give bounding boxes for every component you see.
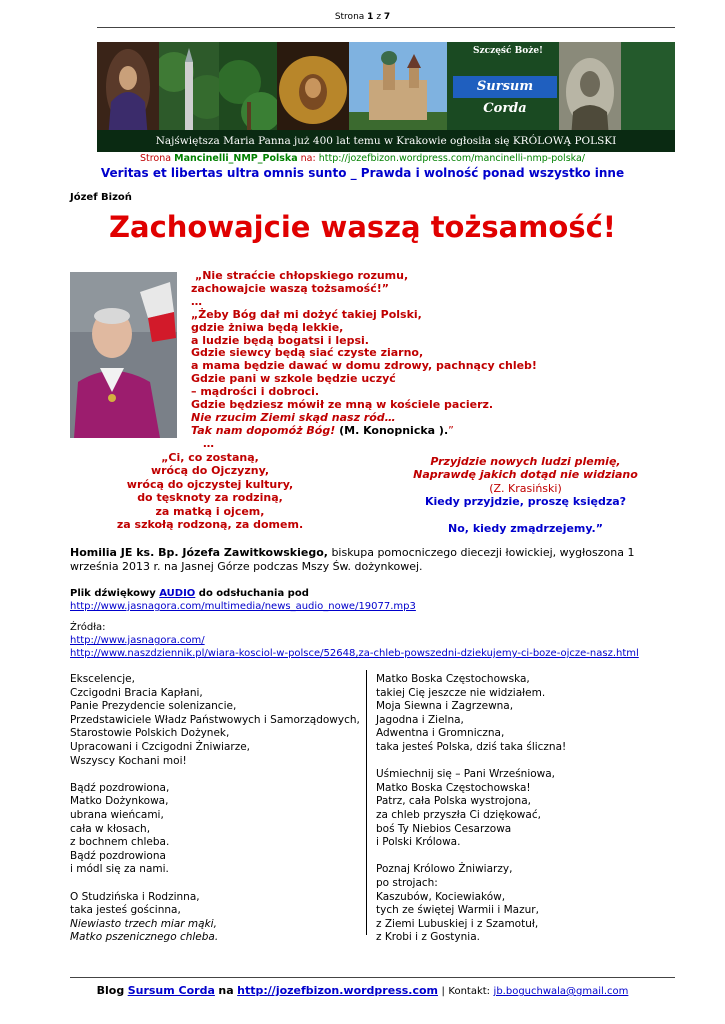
homily-left-column — [70, 673, 360, 945]
poem-line: gdzie żniwa będą lekkie, — [191, 320, 344, 334]
header-banner — [97, 42, 675, 152]
banner-caption: Najświętsza Maria Panna już 400 lat temu w Krakowie ogłosiła się KRÓLOWĄ POLSKI — [97, 130, 675, 152]
poem-line: za matką i ojcem, — [155, 504, 265, 518]
homily-line: tych ze świętej Warmii i Mazur, — [376, 904, 539, 917]
page-number-sep: z — [376, 12, 382, 22]
column-divider — [366, 670, 367, 935]
homily-intro — [70, 546, 670, 573]
homily-line: Bądź pozdrowiona — [70, 849, 166, 862]
homily-line: cała w kłosach, — [70, 822, 151, 835]
homily-line: boś Ty Niebios Cesarzowa — [376, 822, 512, 835]
homily-line: Bądź pozdrowiona, — [70, 781, 170, 794]
page-number — [0, 12, 725, 22]
homily-line: i módl się za nami. — [70, 863, 169, 876]
homily-line: Matko Dożynkowa, — [70, 795, 169, 808]
poem-line: Gdzie będziesz mówił ze mną w kościele pacierz. — [191, 398, 494, 412]
poem-line: – mądrości i dobroci. — [191, 385, 320, 399]
poem-line: Tak nam dopomóż Bóg! — [191, 423, 336, 437]
homily-line: Adwentna i Gromniczna, — [376, 727, 505, 740]
sursum-corda-logo: Sursum Corda — [453, 76, 557, 98]
footer-contact-label: Kontakt: — [448, 986, 491, 997]
homily-line: Moja Siewna i Zagrzewna, — [376, 700, 514, 713]
homily-line: ubrana wieńcami, — [70, 808, 164, 821]
poem-line: wrócą do Ojczyzny, — [150, 464, 270, 478]
header-rule — [97, 27, 675, 28]
homily-line: Przedstawiciele Władz Państwowych i Samorządowych, — [70, 713, 360, 726]
homily-line: Ekscelencje, — [70, 673, 135, 685]
homily-line: Poznaj Królowo Żniwiarzy, — [376, 863, 513, 876]
poem-line: zachowajcie waszą tożsamość!” — [191, 281, 389, 295]
poem-line: wrócą do ojczystej kultury, — [126, 477, 294, 491]
motto: Veritas et libertas ultra omnis sunto _ Prawda i wolność ponad wszystko inne — [100, 166, 625, 180]
footer-blog-url-link[interactable]: http://jozefbizon.wordpress.com — [237, 984, 439, 997]
poem-line: Gdzie siewcy będą siać czyste ziarno, — [191, 346, 424, 360]
strona-line — [0, 153, 725, 164]
homily-line: O Studzińska i Rodzinna, — [70, 890, 200, 903]
page-number-prefix: Strona — [334, 12, 365, 22]
homily-line: z Ziemi Lubuskiej i z Szamotuł, — [376, 917, 539, 930]
page-number-total: 7 — [383, 12, 391, 22]
poem-line — [398, 509, 653, 522]
bishop-photo-image — [70, 272, 177, 438]
poem-attribution: (Z. Krasiński) — [489, 481, 562, 495]
left-poem — [100, 451, 320, 531]
audio-prefix: Plik dźwiękowy — [70, 588, 160, 599]
poem-line: a ludzie będą bogatsi i lepsi. — [191, 333, 369, 347]
homily-line: po strojach: — [376, 876, 438, 889]
homily-line: Panie Prezydencie solenizancie, — [70, 700, 237, 713]
right-poem — [398, 455, 653, 535]
homily-line: Matko Boska Częstochowska, — [376, 673, 530, 685]
homily-line: Patrz, cała Polska wystrojona, — [376, 795, 531, 808]
homily-line: i Polski Królowa. — [376, 836, 461, 849]
homily-line: z Krobi i z Gostynia. — [376, 931, 480, 944]
poem-line: … — [203, 436, 214, 450]
author-name: Józef Bizoń — [70, 192, 132, 203]
poem-line: Nie rzucim Ziemi skąd nasz ród… — [191, 410, 396, 424]
poem-line: za szkołą rodzoną, za domem. — [116, 518, 304, 532]
footer — [0, 984, 725, 997]
poem-closing-quote: ” — [448, 423, 454, 437]
poem-line: do tęsknoty za rodziną, — [137, 491, 283, 505]
poem-line: No, kiedy zmądrzejemy.” — [448, 522, 603, 536]
banner-greeting: Szczęść Boże! — [473, 46, 544, 56]
homily-line: Matko Boska Częstochowska! — [376, 781, 531, 794]
poem-line: Gdzie pani w szkole będzie uczyć — [191, 372, 396, 386]
homily-intro-bold: Homilia JE ks. Bp. Józefa Zawitkowskiego, — [70, 546, 328, 559]
source-link-naszdziennik[interactable]: http://www.naszdziennik.pl/wiara-kosciol-w-polsce/52648,za-chleb-powszedni-dziekujemy-ci-boze-ojcze-nasz.html — [70, 648, 639, 659]
footer-email-link[interactable]: jb.boguchwala@gmail.com — [493, 986, 629, 997]
homily-line: Kaszubów, Kociewiaków, — [376, 890, 506, 903]
homily-right-column — [376, 673, 566, 945]
poem-line: Kiedy przyjdzie, proszę księdza? — [424, 495, 627, 509]
poem-line: Przyjdzie nowych ludzi plemię, — [430, 455, 621, 468]
poem-line: „Ci, co zostaną, — [161, 451, 259, 464]
homily-line: Uśmiechnij się – Pani Wrześniowa, — [376, 768, 556, 781]
audio-suffix: do odsłuchania pod — [195, 588, 309, 599]
homily-line: Wszyscy Kochani moi! — [70, 754, 187, 767]
poem-line: a mama będzie dawać w domu zdrowy, pachnący chleb! — [191, 359, 537, 373]
footer-separator: | — [441, 986, 445, 997]
footer-na: na — [218, 984, 234, 997]
konopnicka-poem — [191, 270, 537, 451]
poem-attribution: (M. Konopnicka ). — [335, 423, 449, 437]
homily-line: takiej Cię jeszcze nie widziałem. — [376, 686, 546, 699]
poem-line: Naprawdę jakich dotąd nie widziano — [413, 468, 638, 482]
homily-line: taka jesteś Polska, dziś taka śliczna! — [376, 740, 567, 753]
page-title: Zachowajcie waszą tożsamość! — [108, 210, 617, 244]
poem-line: „Nie straćcie chłopskiego rozumu, — [195, 269, 409, 282]
homily-line: z bochnem chleba. — [70, 836, 170, 849]
poem-line: … — [191, 294, 202, 308]
homily-line: Matko pszenicznego chleba. — [70, 931, 219, 944]
audio-link[interactable]: AUDIO — [159, 588, 196, 599]
homily-line: Niewiasto trzech miar mąki, — [70, 917, 217, 930]
page-number-current: 1 — [367, 12, 374, 22]
homily-line: taka jesteś gościnna, — [70, 904, 181, 917]
homily-line: Czcigodni Bracia Kapłani, — [70, 686, 203, 699]
homily-line: Starostowie Polskich Dożynek, — [70, 727, 230, 740]
sources-label: Źródła: — [70, 622, 106, 633]
strona-name: Mancinelli_NMP_Polska — [174, 153, 298, 164]
strona-prefix: Strona — [139, 153, 172, 164]
strona-na: na: — [300, 153, 316, 164]
poem-line: „Żeby Bóg dał mi dożyć takiej Polski, — [191, 307, 422, 321]
homily-line: Jagodna i Zielna, — [376, 713, 464, 726]
source-link-jasnagora[interactable]: http://www.jasnagora.com/ — [70, 635, 205, 646]
footer-rule — [70, 977, 675, 978]
strona-url[interactable]: http://jozefbizon.wordpress.com/mancinelli-nmp-polska/ — [318, 153, 585, 164]
audio-line — [70, 588, 309, 599]
footer-blog-label: Blog — [96, 984, 125, 997]
homily-line: Upracowani i Czcigodni Żniwiarze, — [70, 740, 251, 753]
homily-line: za chleb przyszła Ci dziękować, — [376, 808, 541, 821]
homily-intro-text: biskupa pomocniczego diecezji łowickiej, wygłoszona 1 września 2013 r. na Jasnej Górze podczas Mszy Św. dożynkowej. — [70, 546, 635, 573]
footer-blog-link[interactable]: Sursum Corda — [127, 984, 215, 997]
audio-url-link[interactable]: http://www.jasnagora.com/multimedia/news_audio_nowe/19077.mp3 — [70, 601, 416, 612]
